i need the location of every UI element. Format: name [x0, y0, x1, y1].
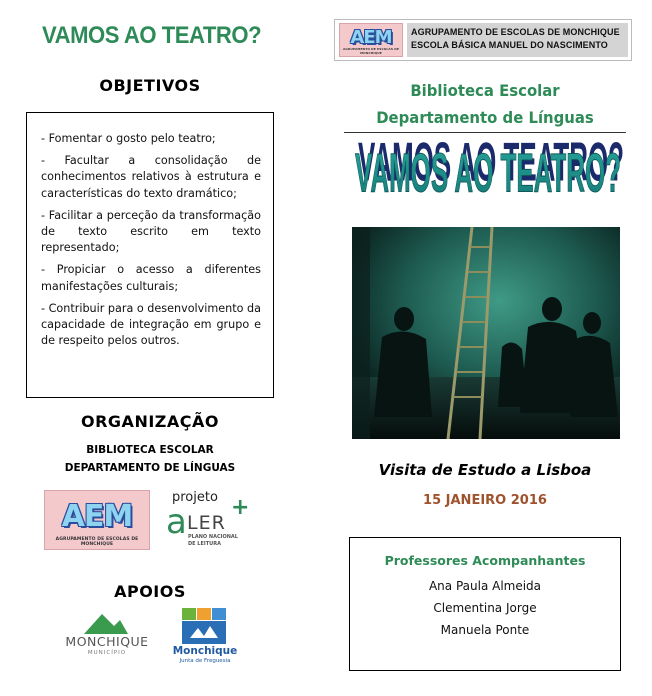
objetivo-item: - Fomentar o gosto pelo teatro; — [41, 132, 216, 145]
biblioteca-title: Biblioteca Escolar — [410, 81, 560, 100]
objetivo-item: - Propiciar o acesso a diferentes manifestações culturais; — [41, 263, 261, 293]
organizacao-line: BIBLIOTECA ESCOLAR — [86, 444, 214, 456]
ler-logo-projeto: projeto — [172, 490, 218, 505]
organizacao-line: DEPARTAMENTO DE LÍNGUAS — [64, 462, 236, 474]
header-aem-letters: AEM — [350, 27, 392, 48]
ler-logo — [166, 490, 256, 552]
objetivo-item: - Facultar a consolidação de conhecimentos relativos à estrutura e características do texto dramático; — [41, 154, 261, 200]
header-aem-logo — [339, 23, 403, 57]
ler-logo-ler: LER — [187, 512, 226, 534]
header-line2: ESCOLA BÁSICA MANUEL DO NASCIMENTO — [411, 40, 608, 50]
aem-logo-letters: AEM — [61, 499, 133, 534]
professores-heading: Professores Acompanhantes — [384, 553, 586, 568]
visita-title: Visita de Estudo a Lisboa — [378, 461, 592, 479]
professores-box — [349, 537, 621, 671]
objetivos-heading: OBJETIVOS — [99, 76, 201, 95]
junta-name: Monchique — [172, 645, 238, 657]
monchique-municipio-logo — [58, 612, 156, 664]
header-aem-caption: AGRUPAMENTO DE ESCOLAS DE MONCHIQUE — [343, 47, 399, 55]
monchique-name: MONCHIQUE — [65, 634, 149, 649]
theatre-scene-image — [352, 227, 620, 439]
objetivo-item: - Facilitar a perceção da transformação de texto escrito em texto representado; — [41, 208, 261, 255]
wordart-main-text: VAMOS AO TEATRO? — [355, 141, 621, 204]
objetivos-box — [26, 112, 274, 398]
ler-logo-sub2: DE LEITURA — [188, 541, 221, 547]
junta-freguesia-logo — [170, 608, 240, 666]
left-title: VAMOS AO TEATRO? — [42, 22, 262, 49]
aem-logo — [44, 490, 150, 550]
school-header — [334, 19, 632, 61]
theatre-photo — [352, 227, 620, 439]
monchique-sub: MUNICÍPIO — [87, 650, 127, 656]
wordart-title — [344, 134, 634, 226]
wordart-shadow-text: VAMOS AO TEATRO? — [358, 134, 624, 193]
professor-name: Clementina Jorge — [433, 601, 537, 615]
junta-sub: Junta de Freguesia — [179, 658, 231, 664]
professor-name: Ana Paula Almeida — [428, 579, 542, 593]
mountain-icon — [84, 612, 128, 634]
aem-logo-caption: AGRUPAMENTO DE ESCOLAS DE MONCHIQUE — [55, 537, 139, 547]
header-line1: AGRUPAMENTO DE ESCOLAS DE MONCHIQUE — [411, 27, 620, 37]
visita-date: 15 JANEIRO 2016 — [423, 493, 547, 508]
ler-logo-plus: + — [231, 495, 250, 520]
apoios-heading: APOIOS — [114, 582, 186, 601]
departamento-title: Departamento de Línguas — [376, 108, 594, 127]
professor-name: Manuela Ponte — [440, 623, 530, 637]
divider — [344, 132, 626, 133]
organizacao-heading: ORGANIZAÇÃO — [81, 412, 219, 431]
ler-logo-sub1: PLANO NACIONAL — [188, 534, 238, 540]
objetivo-item: - Contribuir para o desenvolvimento da capacidade de integração em grupo e de respeito pelos outros. — [41, 301, 261, 348]
junta-emblem-icon — [182, 608, 226, 644]
ler-logo-a: a — [166, 502, 187, 542]
